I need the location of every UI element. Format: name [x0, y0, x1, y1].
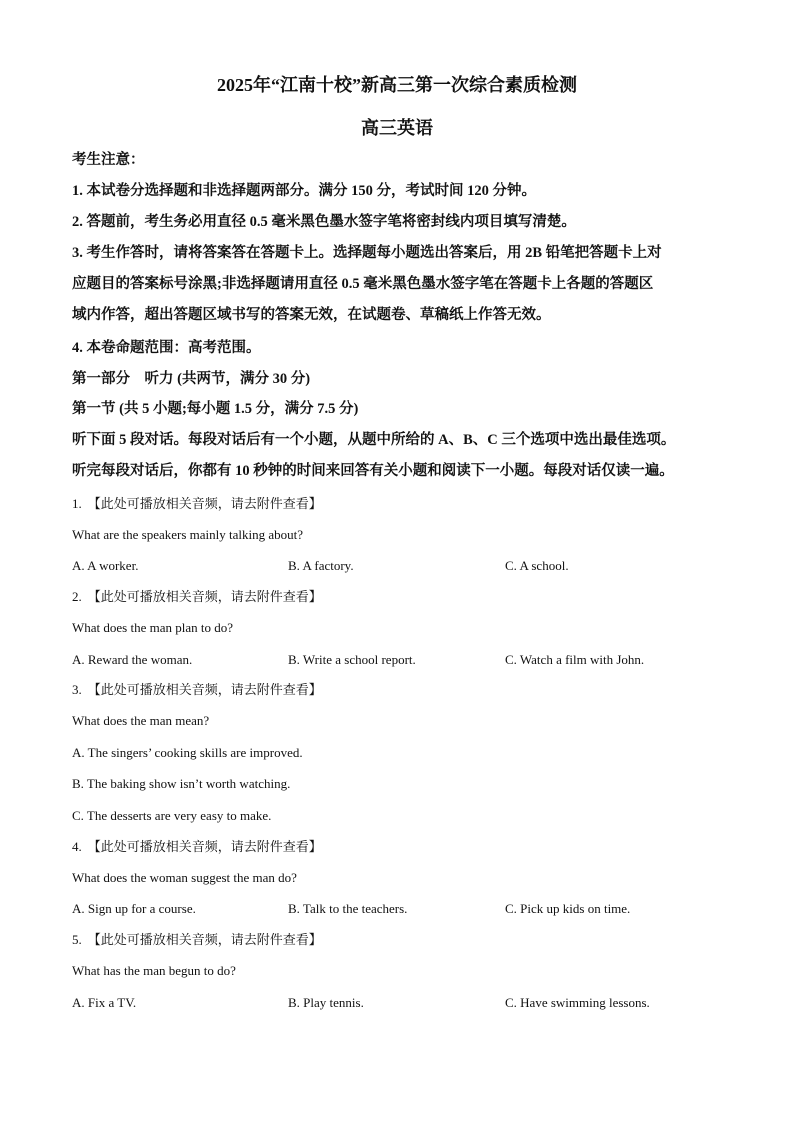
option-b: B. A factory. — [288, 558, 354, 573]
option-row — [72, 557, 732, 575]
question-stem: What does the man plan to do? — [72, 620, 234, 635]
option-c: C. The desserts are very easy to make. — [72, 808, 272, 823]
option-a: A. Reward the woman. — [72, 652, 193, 667]
section-instructions: 听下面 5 段对话。每段对话后有一个小题，从题中所给的 A、B、C 三个选项中选出最佳选项。 — [72, 432, 676, 448]
part-heading: 第一部分 听力 (共两节，满分 30 分) — [72, 371, 311, 387]
question-stem: What are the speakers mainly talking about? — [72, 527, 304, 542]
notice-line: 4. 本卷命题范围：高考范围。 — [72, 340, 261, 356]
notice-line: 2. 答题前，考生务必用直径 0.5 毫米黑色墨水签字笔将密封线内项目填写清楚。 — [72, 214, 576, 230]
notice-line: 域内作答，超出答题区域书写的答案无效，在试题卷、草稿纸上作答无效。 — [72, 307, 551, 323]
option-a: A. Fix a TV. — [72, 995, 137, 1010]
audio-note: 【此处可播放相关音频，请去附件查看】 — [87, 932, 322, 947]
question-number: 2. — [72, 589, 82, 604]
question-header — [72, 838, 732, 856]
notice-line: 应题目的答案标号涂黑;非选择题请用直径 0.5 毫米黑色墨水签字笔在答题卡上各题的答题区 — [72, 276, 654, 292]
question-header — [72, 588, 732, 606]
option-a: A. The singers’ cooking skills are improved. — [72, 745, 303, 760]
section-instructions: 听完每段对话后，你都有 10 秒钟的时间来回答有关小题和阅读下一小题。每段对话仅读一遍。 — [72, 463, 674, 479]
question-stem: What does the woman suggest the man do? — [72, 870, 297, 885]
option-row — [72, 994, 732, 1012]
question-header — [72, 681, 732, 699]
audio-note: 【此处可播放相关音频，请去附件查看】 — [87, 589, 322, 604]
option-c: C. A school. — [505, 558, 569, 573]
audio-note: 【此处可播放相关音频，请去附件查看】 — [87, 682, 322, 697]
audio-note: 【此处可播放相关音频，请去附件查看】 — [87, 839, 322, 854]
option-row — [72, 651, 732, 669]
question-number: 3. — [72, 682, 82, 697]
question-number: 5. — [72, 932, 82, 947]
option-c: C. Watch a film with John. — [505, 652, 645, 667]
section-heading: 第一节 (共 5 小题;每小题 1.5 分，满分 7.5 分) — [72, 401, 359, 417]
exam-subject: 高三英语 — [361, 118, 433, 138]
option-b: B. The baking show isn’t worth watching. — [72, 776, 291, 791]
option-c: C. Pick up kids on time. — [505, 901, 631, 916]
option-b: B. Talk to the teachers. — [288, 901, 408, 916]
notice-line: 1. 本试卷分选择题和非选择题两部分。满分 150 分，考试时间 120 分钟。 — [72, 183, 536, 199]
question-number: 1. — [72, 496, 82, 511]
option-c: C. Have swimming lessons. — [505, 995, 650, 1010]
notice-line: 3. 考生作答时，请将答案答在答题卡上。选择题每小题选出答案后，用 2B 铅笔把答题卡上对 — [72, 245, 662, 261]
audio-note: 【此处可播放相关音频，请去附件查看】 — [87, 496, 322, 511]
question-header — [72, 495, 732, 513]
option-a: A. Sign up for a course. — [72, 901, 196, 916]
option-a: A. A worker. — [72, 558, 139, 573]
option-b: B. Write a school report. — [288, 652, 416, 667]
question-number: 4. — [72, 839, 82, 854]
question-header — [72, 931, 732, 949]
question-stem: What has the man begun to do? — [72, 963, 236, 978]
option-row — [72, 900, 732, 918]
question-stem: What does the man mean? — [72, 713, 210, 728]
option-b: B. Play tennis. — [288, 995, 364, 1010]
exam-title: 2025年“江南十校”新高三第一次综合素质检测 — [217, 75, 577, 95]
notice-heading: 考生注意： — [72, 152, 145, 168]
